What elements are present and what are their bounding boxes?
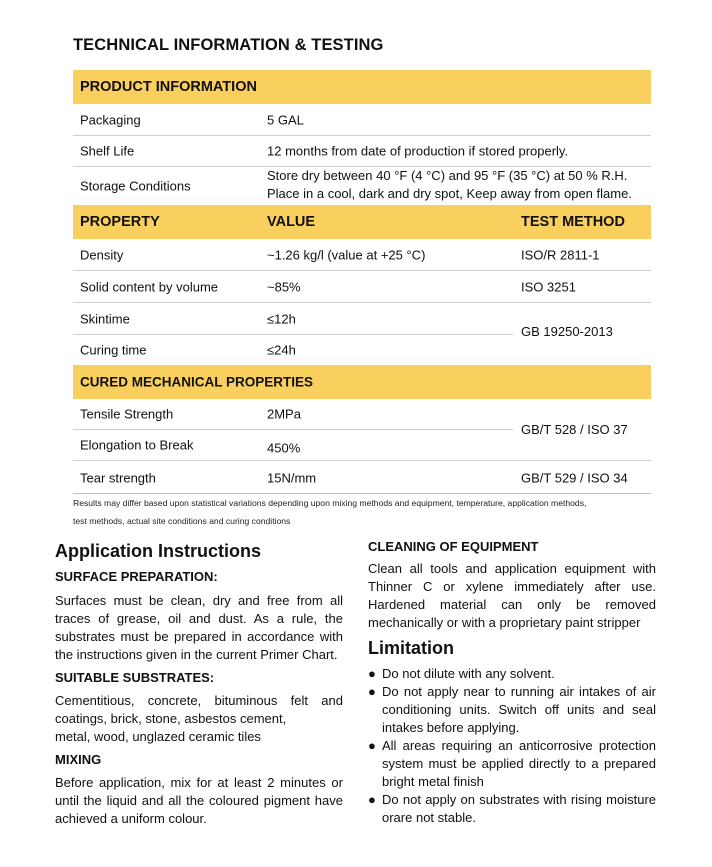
table-row <box>73 239 651 270</box>
table-row <box>73 167 651 205</box>
table-row <box>73 136 651 166</box>
row-label: Solid content by volume <box>80 279 219 294</box>
row-value: ~1.26 kg/l (value at +25 °C) <box>267 247 426 262</box>
technical-table <box>73 70 651 494</box>
application-title: Application Instructions <box>55 541 262 561</box>
row-label: Density <box>80 247 124 262</box>
table-row <box>73 461 651 494</box>
property-header-label: PROPERTY <box>80 214 160 230</box>
product-info-header <box>73 70 651 104</box>
page-title: TECHNICAL INFORMATION & TESTING <box>73 36 384 54</box>
row-method: ISO 3251 <box>521 279 576 294</box>
row-method: ISO/R 2811-1 <box>521 247 600 262</box>
list-item: ● All areas requiring an anticorrosive protection system must be applied directly to a prepared bright metal finish <box>368 738 656 789</box>
results-note-line2: test methods, actual site conditions and curing conditions <box>73 516 291 526</box>
surface-heading: SURFACE PREPARATION: <box>55 569 218 584</box>
value-header-label: VALUE <box>267 214 316 230</box>
cleaning-heading: CLEANING OF EQUIPMENT <box>368 539 539 554</box>
row-value: 12 months from date of production if stored properly. <box>267 143 569 159</box>
row-value-line2: Place in a cool, dark and dry spot, Keep away from open flame. <box>267 186 632 201</box>
bullet-icon: ● <box>368 792 376 807</box>
bullet-icon: ● <box>368 684 376 699</box>
property-header <box>73 205 651 239</box>
application-section <box>55 540 343 828</box>
cured-header <box>73 365 651 399</box>
list-item: ● Do not apply near to running air intakes of air conditioning units. Switch off units and seal intakes before applying. <box>368 684 656 735</box>
row-value: 2MPa <box>267 406 301 422</box>
mixing-text: Before application, mix for at least 2 minutes or until the liquid and all the coloured pigment have achieved a uniform colour. <box>55 775 343 826</box>
row-label: Packaging <box>80 112 141 127</box>
cleaning-section <box>368 538 656 827</box>
substrates-heading: SUITABLE SUBSTRATES: <box>55 670 215 685</box>
row-value: 5 GAL <box>267 112 304 127</box>
merged-method: GB/T 528 / ISO 37 <box>521 422 628 437</box>
list-item: ● Do not apply on substrates with rising moisture orare not stable. <box>368 792 656 825</box>
table-row <box>73 271 651 302</box>
product-info-header-label: PRODUCT INFORMATION <box>80 79 257 95</box>
row-label: Curing time <box>80 342 147 358</box>
substrates-text-line2: metal, wood, unglazed ceramic tiles <box>55 729 261 744</box>
row-label: Storage Conditions <box>80 178 191 194</box>
list-item: ● Do not dilute with any solvent. <box>368 666 555 681</box>
row-value-line1: Store dry between 40 °F (4 °C) and 95 °F (35 °C) at 50 % R.H. <box>267 168 628 183</box>
row-label: Skintime <box>80 311 130 326</box>
row-value: 15N/mm <box>267 470 317 485</box>
substrates-text-line1: Cementitious, concrete, bituminous felt and coatings, brick, stone, asbestos cement, <box>55 693 343 726</box>
row-value: ~85% <box>267 279 301 294</box>
row-label: Tensile Strength <box>80 406 174 422</box>
table-row <box>73 335 651 365</box>
row-value: 450% <box>267 440 301 456</box>
row-label: Tear strength <box>80 470 156 485</box>
row-method: GB/T 529 / ISO 34 <box>521 470 628 485</box>
table-row <box>73 104 651 135</box>
limitation-list <box>368 665 656 827</box>
cured-header-label: CURED MECHANICAL PROPERTIES <box>80 374 314 390</box>
bullet-icon: ● <box>368 738 376 753</box>
merged-method: GB 19250-2013 <box>521 324 613 339</box>
row-label: Shelf Life <box>80 143 135 159</box>
row-label: Elongation to Break <box>80 437 194 453</box>
row-value: ≤12h <box>267 311 296 326</box>
surface-text: Surfaces must be clean, dry and free from all traces of grease, oil and dust. As a rule, the substrates must be prepared in accordance with the instructions given in the current Primer Chart. <box>55 593 343 662</box>
method-header-label: TEST METHOD <box>521 214 625 230</box>
row-value: ≤24h <box>267 342 296 358</box>
limitation-title: Limitation <box>368 638 454 658</box>
cleaning-text: Clean all tools and application equipment with Thinner C or xylene immediately after use. Hardened material can only be removed mechanically or with a proprietary paint stripper <box>368 561 656 630</box>
results-note-line1: Results may differ based upon statistical variations depending upon mixing methods and equipment, temperature, application methods, <box>73 498 587 508</box>
mixing-heading: MIXING <box>55 752 102 767</box>
bullet-icon: ● <box>368 666 376 681</box>
